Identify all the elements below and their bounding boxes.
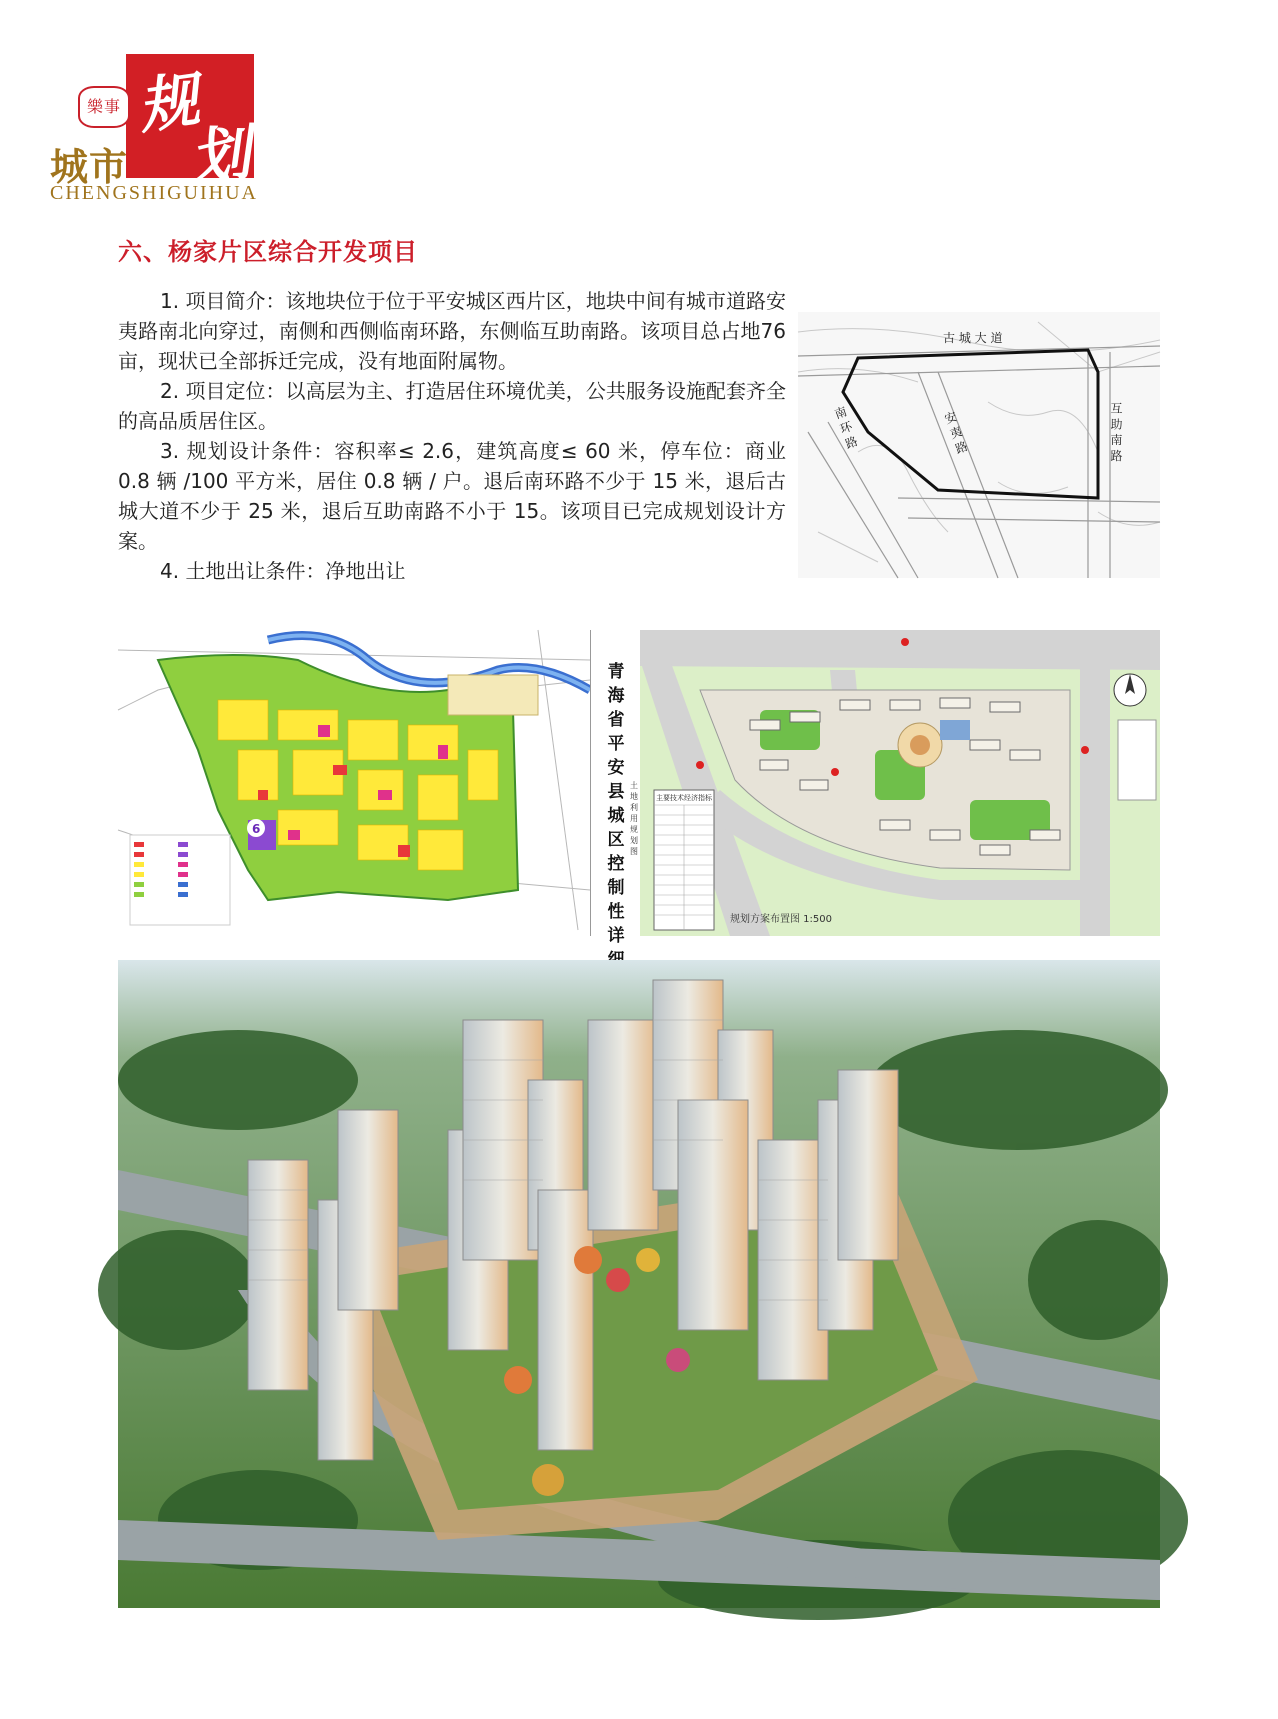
road-label-east: 互 助 南 路 [1109,402,1123,462]
paragraph-design-conditions-text: 3. 规划设计条件：容积率≤ 2.6，建筑高度≤ 60 米，停车位：商业 0.8 辆 /100 平方米，居住 0.8 辆 / 户。退后南环路不少于 15 米，退后古城大道不少于 25 米，退后互助南路不小于 15。该项目已完成规划设计方案。 [118,439,786,553]
zoning-map-drawing [118,630,590,936]
zoning-vertical-subtitle: 土地利用规划图 [630,781,638,856]
road-label-north: 古 城 大 道 [943,331,1003,345]
paragraph-design-conditions [118,436,786,556]
road-label-middle: 安 夷 路 [941,409,970,456]
paragraph-intro-text: 1. 项目简介：该地块位于位于平安城区西片区，地块中间有城市道路安夷路南北向穿过，南侧和西侧临南环路，东侧临互助南路。该项目总占地76亩，现状已全部拆迁完成，没有地面附属物。 [118,289,786,373]
tech-table-title: 主要技术经济指标 [656,794,712,802]
zoning-vertical-title: 青海省平安县城区控制性详 [607,662,625,946]
paragraph-intro [118,286,786,376]
site-layout-plan [640,630,1160,936]
site-plan-caption: 规划方案布置图 1:500 [730,914,832,925]
zoning-marker-number: 6 [252,822,261,836]
site-plan-drawing [640,630,1160,936]
zoning-title-strip [590,630,642,946]
city-planning-logo [50,50,270,204]
paragraph-land-transfer-text: 4. 土地出让条件：净地出让 [160,559,406,583]
site-location-map [798,312,1160,578]
aerial-rendering-drawing [118,960,1160,1608]
paragraph-land-transfer [118,556,786,586]
zoning-plan-map [118,630,590,936]
logo-char-hua: 划 [187,118,255,194]
site-map-drawing [798,312,1160,578]
logo-char-gui: 规 [134,65,204,143]
paragraph-positioning [118,376,786,436]
logo-seal: 樂事 [78,86,130,128]
aerial-rendering [118,960,1160,1608]
road-label-west: 南 环 路 [831,404,860,451]
paragraph-positioning-text: 2. 项目定位：以高层为主、打造居住环境优美，公共服务设施配套齐全的高品质居住区。 [118,379,786,433]
logo-chengshi: 城市 [50,144,129,189]
logo-pinyin: CHENGSHIGUIHUA [50,182,258,204]
section-title: 六、杨家片区综合开发项目 [118,238,418,266]
